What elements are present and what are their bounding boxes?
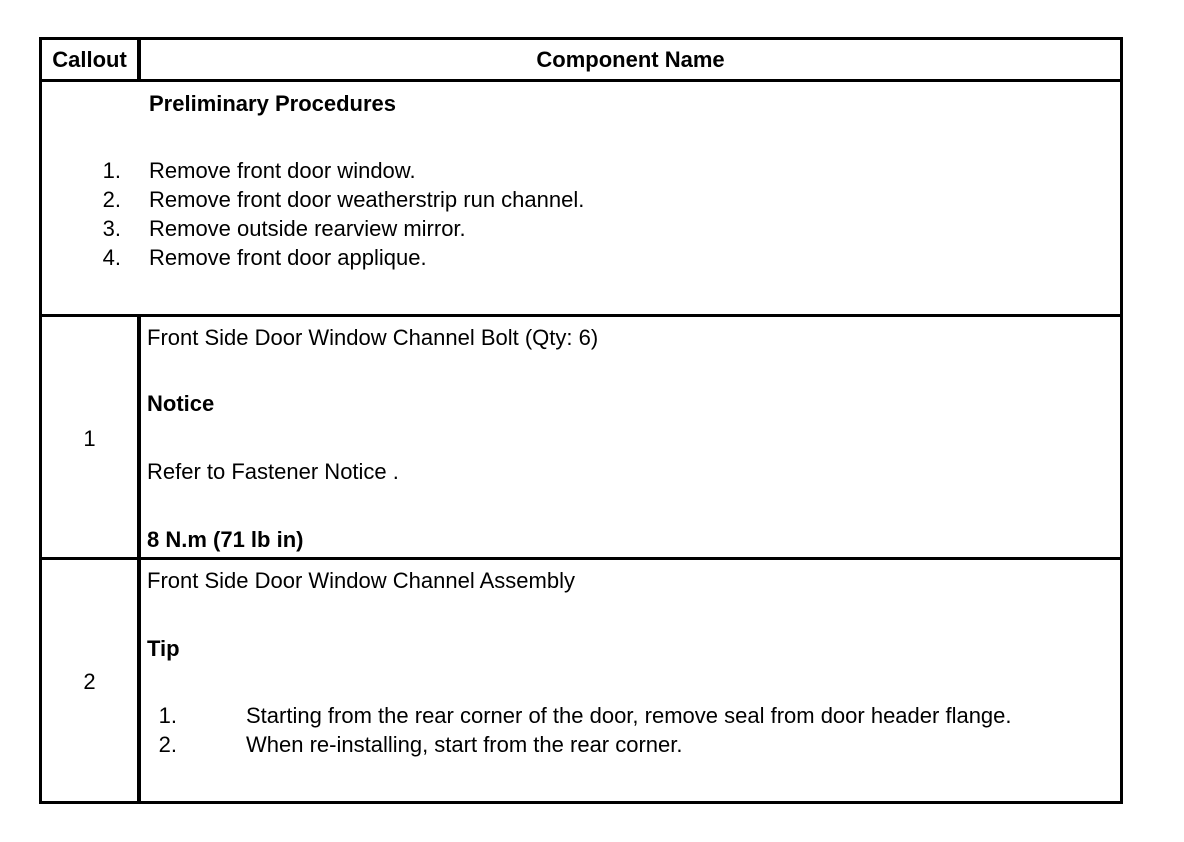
step-text: Starting from the rear corner of the door, remove seal from door header flange. xyxy=(246,703,1012,728)
callout-number: 2 xyxy=(83,669,96,694)
step-text: Remove outside rearview mirror. xyxy=(149,216,466,241)
step-number: 2. xyxy=(102,187,121,212)
step-number: 1. xyxy=(102,158,121,183)
preliminary-procedures-row xyxy=(42,82,1120,317)
step-number: 4. xyxy=(102,245,121,270)
table-row xyxy=(42,560,1120,804)
step-text: Remove front door weatherstrip run channel. xyxy=(149,187,585,212)
torque-spec: 8 N.m (71 lb in) xyxy=(147,527,304,552)
callout-number: 1 xyxy=(83,426,96,451)
step-number: 2. xyxy=(158,732,177,757)
component-table xyxy=(39,37,1123,804)
step-text: Remove front door window. xyxy=(149,158,416,183)
component-name: Front Side Door Window Channel Assembly xyxy=(147,568,575,593)
tip-label: Tip xyxy=(147,636,180,661)
step-number: 1. xyxy=(158,703,177,728)
column-divider xyxy=(137,560,141,804)
notice-text: Refer to Fastener Notice . xyxy=(147,459,399,484)
notice-label: Notice xyxy=(147,391,215,416)
component-name-column-header: Component Name xyxy=(536,47,725,72)
table-header-row xyxy=(42,40,1120,82)
column-divider xyxy=(137,317,141,560)
component-name: Front Side Door Window Channel Bolt (Qty: 6) xyxy=(147,325,599,350)
step-number: 3. xyxy=(102,216,121,241)
step-text: When re-installing, start from the rear corner. xyxy=(246,732,683,757)
preliminary-procedures-title: Preliminary Procedures xyxy=(149,91,397,116)
table-row xyxy=(42,317,1120,560)
column-divider xyxy=(137,40,141,82)
callout-column-header: Callout xyxy=(52,47,127,72)
step-text: Remove front door applique. xyxy=(149,245,427,270)
